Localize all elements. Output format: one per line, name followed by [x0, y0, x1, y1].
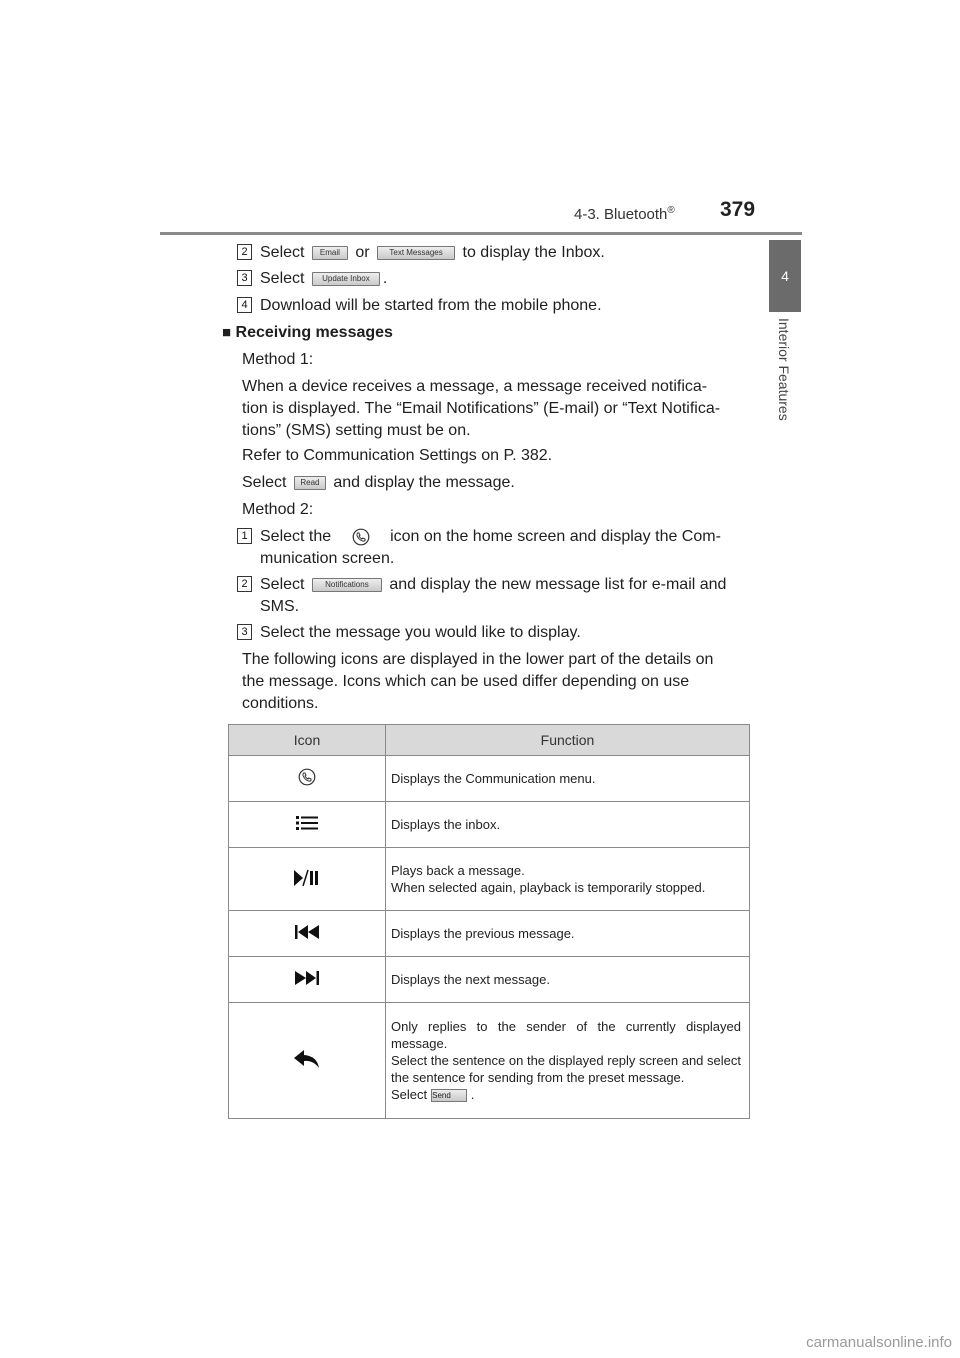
table-row: [229, 911, 750, 957]
step-4-text: Download will be started from the mobile phone.: [260, 297, 602, 314]
method-2-step-1-line-2: munication screen.: [260, 550, 395, 567]
method-1-line-2: tion is displayed. The “Email Notifications” (E-mail) or “Text Notifica-: [242, 400, 721, 417]
table-header-row: [229, 725, 750, 756]
read-button-image: Read: [294, 476, 326, 490]
header-function: Function: [386, 725, 750, 756]
next-track-icon: [295, 971, 319, 985]
function-text: Displays the previous message.: [386, 911, 750, 957]
method-2-step-number-2: 2: [237, 576, 252, 592]
icons-intro-line-2: the message. Icons which can be used differ depending on use: [242, 673, 690, 690]
icons-intro-line-3: conditions.: [242, 695, 319, 712]
reply-icon: [294, 1049, 320, 1069]
section-title: 4-3. Bluetooth®: [574, 205, 675, 223]
table-row: [229, 756, 750, 802]
list-icon: [296, 815, 318, 831]
chapter-tab: 4: [769, 240, 801, 312]
previous-track-icon: [295, 925, 319, 939]
function-text: Displays the Communication menu.: [386, 756, 750, 802]
page-number: 379: [720, 198, 756, 221]
method-2-step-2-line-1: Select Notifications and display the new message list for e-mail and: [260, 576, 727, 593]
update-inbox-button-image: Update Inbox: [312, 272, 380, 286]
method-2-step-number-3: 3: [237, 624, 252, 640]
method-2-step-3-text: Select the message you would like to display.: [260, 624, 581, 641]
play-pause-icon: [294, 869, 320, 887]
email-button-image: Email: [312, 246, 348, 260]
table-row: [229, 802, 750, 848]
header-icon: Icon: [229, 725, 386, 756]
communication-icon: [352, 528, 370, 546]
method-2-label: Method 2:: [242, 501, 314, 518]
function-text: Plays back a message. When selected again, playback is temporarily stopped.: [386, 848, 750, 911]
send-button-image: Send: [431, 1089, 467, 1102]
icons-intro-line-1: The following icons are displayed in the lower part of the details on: [242, 651, 714, 668]
table-row: [229, 957, 750, 1003]
function-text: Displays the next message.: [386, 957, 750, 1003]
method-2-step-2-line-2: SMS.: [260, 598, 300, 615]
icon-function-table: [228, 724, 750, 1119]
select-read-text: Select Read and display the message.: [242, 474, 515, 491]
section-heading: ■ Receiving messages: [222, 324, 393, 341]
method-1-line-1: When a device receives a message, a message received notifica-: [242, 378, 708, 395]
method-1-label: Method 1:: [242, 351, 314, 368]
text-messages-button-image: Text Messages: [377, 246, 455, 260]
step-number-3: 3: [237, 270, 252, 286]
refer-text: Refer to Communication Settings on P. 382.: [242, 447, 553, 464]
chapter-label: Interior Features: [776, 318, 792, 421]
step-number-4: 4: [237, 297, 252, 313]
notifications-button-image: Notifications: [312, 578, 382, 592]
watermark: carmanualsonline.info: [806, 1334, 952, 1351]
method-2-step-number-1: 1: [237, 528, 252, 544]
function-text: Only replies to the sender of the currently displayed message. Select the sentence on the displayed reply screen and select the sentence for sending from the preset message. Select Send .: [386, 1003, 750, 1119]
function-text: Displays the inbox.: [386, 802, 750, 848]
step-3-text: Select Update Inbox .: [260, 270, 388, 287]
method-1-line-3: tions” (SMS) setting must be on.: [242, 422, 471, 439]
table-row: [229, 1003, 750, 1119]
header-rule: [160, 232, 802, 235]
communication-icon: [298, 768, 316, 786]
method-2-step-1-line-1: Select the icon on the home screen and display the Com-: [260, 528, 721, 545]
step-2-text: Select Email or Text Messages to display the Inbox.: [260, 244, 605, 261]
table-row: [229, 848, 750, 911]
step-number-2: 2: [237, 244, 252, 260]
